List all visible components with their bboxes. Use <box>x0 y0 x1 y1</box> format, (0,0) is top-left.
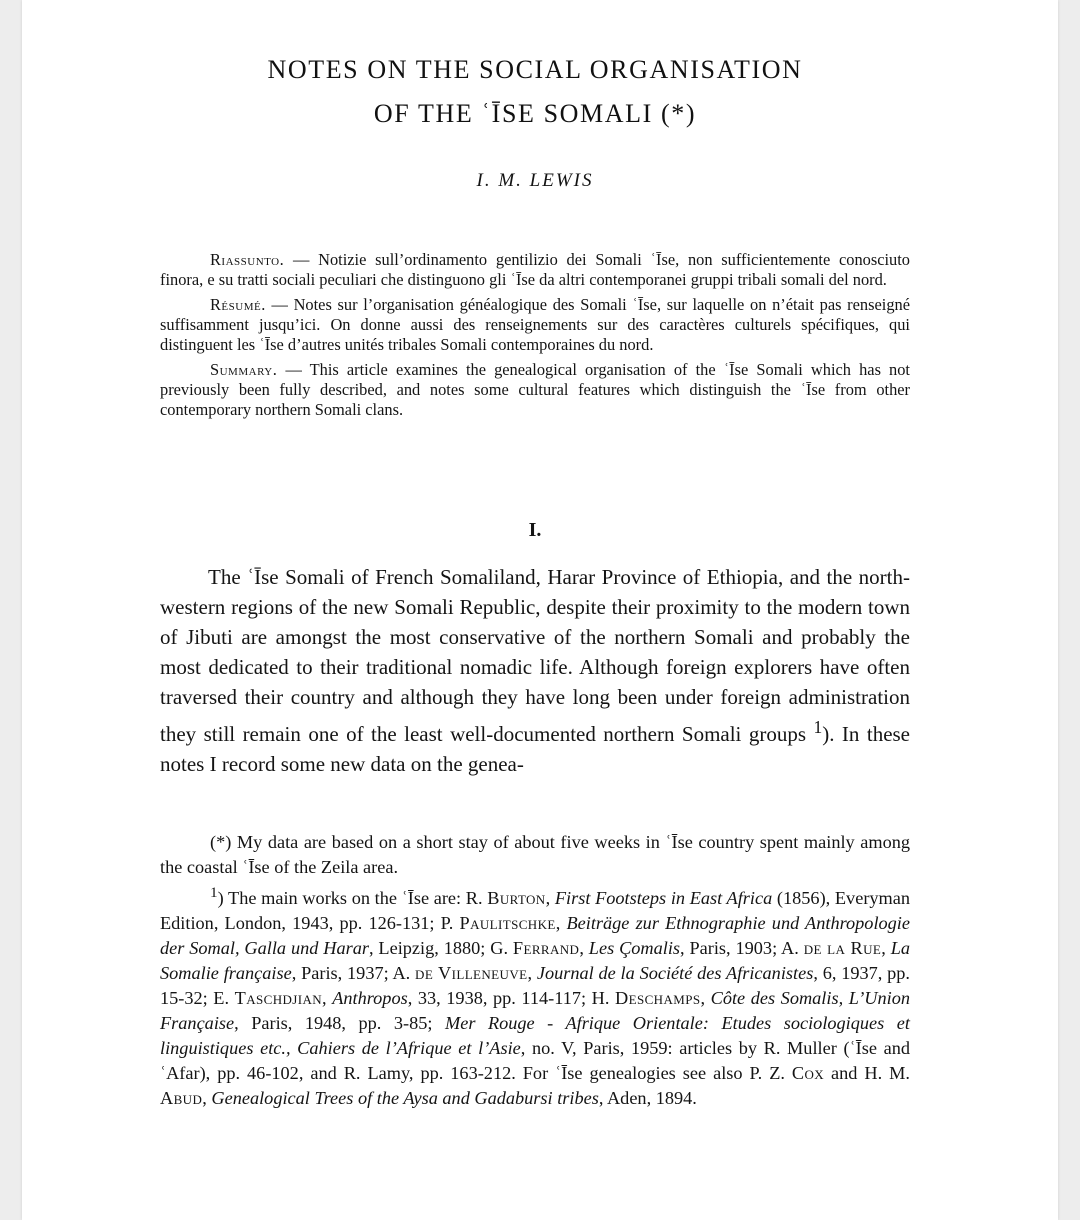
footnote-text: , <box>322 988 333 1009</box>
footnote-text: , Paris, 1903; A. <box>680 938 804 959</box>
footnote-text: (1856), Everyman Edition, London, 1943, pp. 126-131; P. <box>160 888 911 934</box>
abstract-english <box>160 360 910 420</box>
footnote-text: , 33, 1938, pp. 114-117; H. <box>407 988 616 1009</box>
footnote-text: ) The main works on the ʿĪse are: R. <box>217 888 488 909</box>
footnote-text: , Paris, 1937; A. <box>291 963 416 984</box>
body-text-part-2: ). In these notes I record some new data on the genea- <box>160 722 911 776</box>
abstract-italian <box>160 250 910 290</box>
footnote-text: , <box>700 988 711 1009</box>
abstract-label-riassunto: Riassunto. <box>210 250 285 269</box>
footnote-text: , Paris, 1948, pp. 3-85; <box>234 1013 445 1034</box>
cited-author: Abud <box>160 1088 203 1109</box>
footnote-text: , <box>555 913 567 934</box>
body-text-part-1: The ʿĪse Somali of French Somaliland, Harar Province of Ethiopia, and the north-western regions of the new Somali Republic, despite their proximity to the modern town of Jibuti are amongst the most conservative of the northern Somali and probably the most dedicated to their traditional nomadic life. Although foreign explorers have often traversed their country and although they have long been under foreign administration they still remain one of the least well-documented northern Somali groups <box>160 565 910 746</box>
footnote-text: , <box>881 938 891 959</box>
footnote-marker-1: 1 <box>210 884 218 901</box>
cited-title: Journal de la Société des Africanistes <box>536 963 814 984</box>
cited-author: de la Rue <box>803 938 882 959</box>
footnote-text: , <box>579 938 589 959</box>
body-paragraph <box>160 562 910 779</box>
cited-title: Beiträge zur Ethnographie und Anthropologie der Somal, Galla und Harar <box>160 913 910 959</box>
cited-title: Les Çomalis <box>588 938 681 959</box>
abstract-text-resume: — Notes sur l’organisation généalogique des Somali ʿĪse, sur laquelle on n’était pas renseigné suffisamment jusqu’ici. On donne aussi des renseignements sur des caractères culturels spécifiques, qui distinguent les ʿĪse d’autres unités tribales Somali contemporaines du nord. <box>160 295 910 354</box>
abstracts <box>160 250 910 425</box>
cited-title: Anthropos <box>332 988 408 1009</box>
footnote-text: , <box>202 1088 212 1109</box>
footnote-star: (*) My data are based on a short stay of about five weeks in ʿĪse country spent mainly among the coastal ʿĪse of the Zeila area. <box>160 832 910 877</box>
footnote-text: , Aden, 1894. <box>598 1088 697 1109</box>
cited-author: Ferrand <box>512 938 580 959</box>
footnote-text: , Leipzig, 1880; G. <box>368 938 513 959</box>
article-title-line-2: OF THE ʿĪSE SOMALI (*) <box>373 99 697 128</box>
abstract-text-riassunto: — Notizie sull’ordinamento gentilizio dei Somali ʿĪse, non sufficientemente conosciuto finora, e su tratti sociali peculiari che distinguono gli ʿĪse da altri contemporanei gruppi tribali somali del nord. <box>160 250 910 289</box>
footnote-text: and H. M. <box>824 1063 910 1084</box>
cited-author: de Villeneuve <box>415 963 528 984</box>
abstract-label-summary: Summary. <box>210 360 278 379</box>
author-name: I. M. LEWIS <box>476 170 594 191</box>
footnote-text: , no. V, Paris, 1959: articles by R. Muller (ʿĪse and ʿAfar), pp. 46-102, and R. Lamy, pp. 163-212. For ʿĪse genealogies see also P. Z. <box>160 1038 910 1084</box>
body-text <box>160 562 910 779</box>
cited-title: Genealogical Trees of the Aysa and Gadabursi tribes <box>211 1088 599 1109</box>
cited-author: Paulitschke <box>459 913 556 934</box>
footnote-reference-1: 1 <box>813 717 823 737</box>
cited-title: La Somalie française <box>160 938 911 984</box>
footnote-text: , <box>545 888 555 909</box>
cited-title: First Footsteps in East Africa <box>554 888 773 909</box>
abstract-french <box>160 295 910 355</box>
cited-author: Taschdjian <box>234 988 323 1009</box>
footnotes <box>160 830 910 1111</box>
cited-title: Mer Rouge - Afrique Orientale: Etudes sociologiques et linguistiques etc., Cahiers de l’Afrique et l’Asie <box>160 1013 910 1059</box>
abstract-label-resume: Résumé. <box>210 295 266 314</box>
footnote-text: , <box>527 963 537 984</box>
footnote-text: , 6, 1937, pp. 15-32; E. <box>160 963 910 1009</box>
page <box>22 0 1058 1220</box>
cited-author: Deschamps <box>615 988 701 1009</box>
abstract-text-summary: — This article examines the genealogical organisation of the ʿĪse Somali which has not previously been fully described, and notes some cultural features which distinguish the ʿĪse from other contemporary northern Somali clans. <box>160 360 910 419</box>
cited-author: Cox <box>791 1063 825 1084</box>
cited-author: Burton <box>487 888 546 909</box>
section-heading: I. <box>528 519 542 541</box>
footnote-1 <box>160 880 910 1111</box>
cited-title: Côte des Somalis, L’Union Française <box>160 988 911 1034</box>
article-title-line-1: NOTES ON THE SOCIAL ORGANISATION <box>267 55 803 84</box>
